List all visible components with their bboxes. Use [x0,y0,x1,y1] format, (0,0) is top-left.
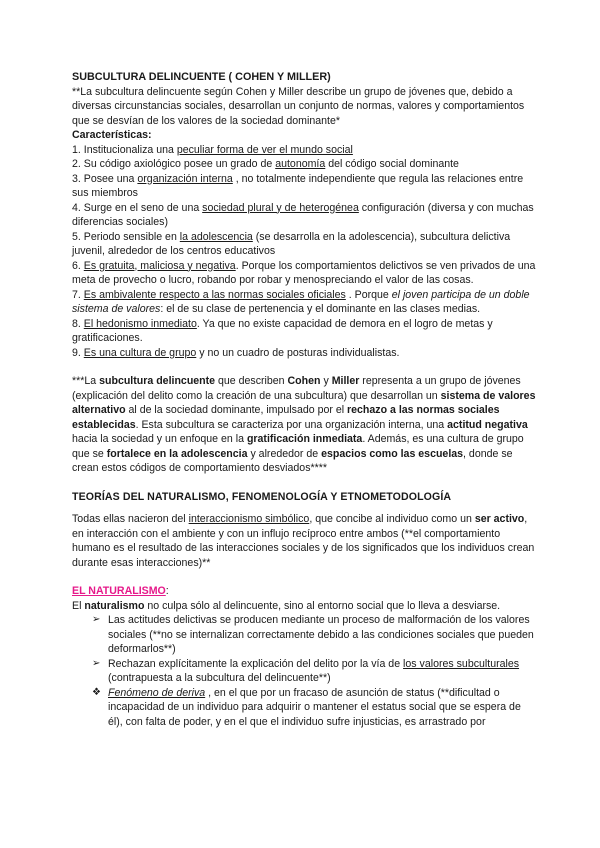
arrow-bullet-icon: ➢ [92,614,101,625]
list-item-6: 6. Es gratuita, maliciosa y negativa. Porque los comportamientos delictivos se ven privados de una meta de provecho o lucro, robando por robar y menospreciando el valor de las cosas. [72,259,536,286]
teorias-paragraph: Todas ellas nacieron del interaccionismo simbólico, que concibe al individuo como un ser activo, en interacción con el ambiente y con un influjo recíproco entre ambos (**el comportamiento humano es el resultado de las interacciones sociales y de los significados que los individuos crean durante esas interacciones)** [72,513,535,569]
bullet-item-3: ❖ Fenómeno de deriva , en el que por un fracaso de asunción de status (**dificultad o incapacidad de un individuo para adquirir o mantener el estatus social que se espera de él), con falta de poder, y en el que el individuo sufre injusticias, es arrastrado por [92,686,521,728]
list-item-7: 7. Es ambivalente respecto a las normas sociales oficiales . Porque el joven participa de un doble sistema de valores: el de su clase de pertenencia y el dominante en las clases medias. [72,288,530,315]
section-title-teorias: TEORÍAS DEL NATURALISMO, FENOMENOLOGÍA Y ETNOMETODOLOGÍA [72,490,452,503]
list-item-4: 4. Surge en el seno de una sociedad plural y de heterogénea configuración (diversa y con muchas diferencias sociales) [72,201,534,228]
spacer [72,476,538,490]
spacer [72,504,538,512]
spacer [72,570,538,584]
list-item-3: 3. Posee una organización interna , no totalmente independiente que regula las relaciones entre sus miembros [72,172,524,199]
intro-paragraph: **La subcultura delincuente según Cohen y Miller describe un grupo de jóvenes que, debido a diversas circunstancias sociales, desarrollan un conjunto de normas, valores y comportamientos que se desvían de los valores de la sociedad dominante* [72,85,525,127]
section-title-subcultura: SUBCULTURA DELINCUENTE ( COHEN Y MILLER) [72,71,331,83]
characteristics-label: Características: [72,129,152,141]
list-item-2: 2. Su código axiológico posee un grado de autonomía del código social dominante [72,158,459,170]
arrow-bullet-icon: ➢ [92,657,101,669]
bullet-item-1: ➢ Las actitudes delictivas se producen mediante un proceso de malformación de los valores sociales (**no se internalizan correctamente debido a las condiciones sociales que pueden deformarlos**) [92,614,534,655]
naturalismo-heading: EL NATURALISMO: [72,585,169,597]
diamond-bullet-icon: ❖ [92,686,101,698]
bullet-item-2: ➢ Rechazan explícitamente la explicación del delito por la vía de los valores subculturales (contrapuesta a la subcultura del delincuente**) [92,657,520,684]
list-item-9: 9. Es una cultura de grupo y no un cuadro de posturas individualistas. [72,346,400,359]
spacer [72,360,538,374]
list-item-1: 1. Institucionaliza una peculiar forma de ver el mundo social [72,143,353,156]
summary-paragraph: ***La subcultura delincuente que describen Cohen y Miller representa a un grupo de jóvenes (explicación del delito como la creación de una subcultura) que desarrollan un sistema de valores alternativo al de la sociedad dominante, impulsado por el rechazo a las normas sociales establecidas. Esta subcultura se caracteriza por una organización interna, una actitud negativa hacia la sociedad y un enfoque en la gratificación inmediata. Además, es una cultura de grupo que se fortalece en la adolescencia y alrededor de espacios como las escuelas, donde se crean estos códigos de comportamiento desviados**** [72,375,536,474]
list-item-8: 8. El hedonismo inmediato. Ya que no existe capacidad de demora en el logro de metas y gratificaciones. [72,317,493,344]
naturalismo-intro: El naturalismo no culpa sólo al delincuente, sino al entorno social que lo lleva a desviarse. [72,599,501,612]
list-item-5: 5. Periodo sensible en la adolescencia (se desarrolla en la adolescencia), subcultura delictiva juvenil, alrededor de los centros educativos [72,230,511,257]
